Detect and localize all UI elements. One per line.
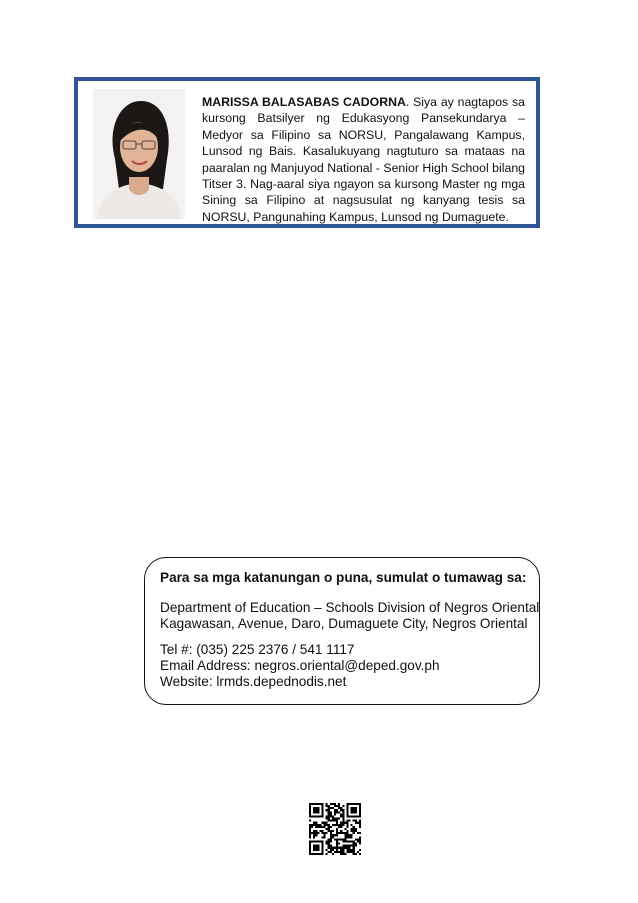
contact-organization: Department of Education – Schools Division of Negros Oriental [160, 600, 540, 615]
contact-website: Website: lrmds.depednodis.net [160, 674, 347, 689]
contact-telephone: Tel #: (035) 225 2376 / 541 1117 [160, 642, 355, 657]
contact-email: Email Address: negros.oriental@deped.gov.ph [160, 658, 440, 673]
qr-code [309, 803, 361, 855]
contact-heading: Para sa mga katanungan o puna, sumulat o tumawag sa: [160, 570, 527, 585]
author-name: MARISSA BALASABAS CADORNA [202, 95, 406, 109]
author-bio-box [74, 77, 540, 228]
contact-address: Kagawasan, Avenue, Daro, Dumaguete City, Negros Oriental [160, 616, 528, 631]
author-bio-text [202, 94, 525, 225]
contact-info-box [144, 557, 540, 705]
qr-code-icon [309, 803, 361, 855]
author-portrait-icon [93, 89, 185, 219]
author-bio-description: . Siya ay nagtapos sa kursong Batsilyer ng Edukasyong Pansekundarya – Medyor sa Filipino sa NORSU, Pangalawang Kampus, Lunsod ng Bais. Kasalukuyang nagtuturo sa mataas na paaralan ng Manjuyod National - Senior High School bilang Titser 3. Nag-aaral siya ngayon sa kursong Master ng mga Sining sa Filipino at nagsusulat ng kanyang tesis sa NORSU, Pangunahing Kampus, Lunsod ng Dumaguete. [202, 95, 525, 224]
author-photo [93, 89, 185, 219]
